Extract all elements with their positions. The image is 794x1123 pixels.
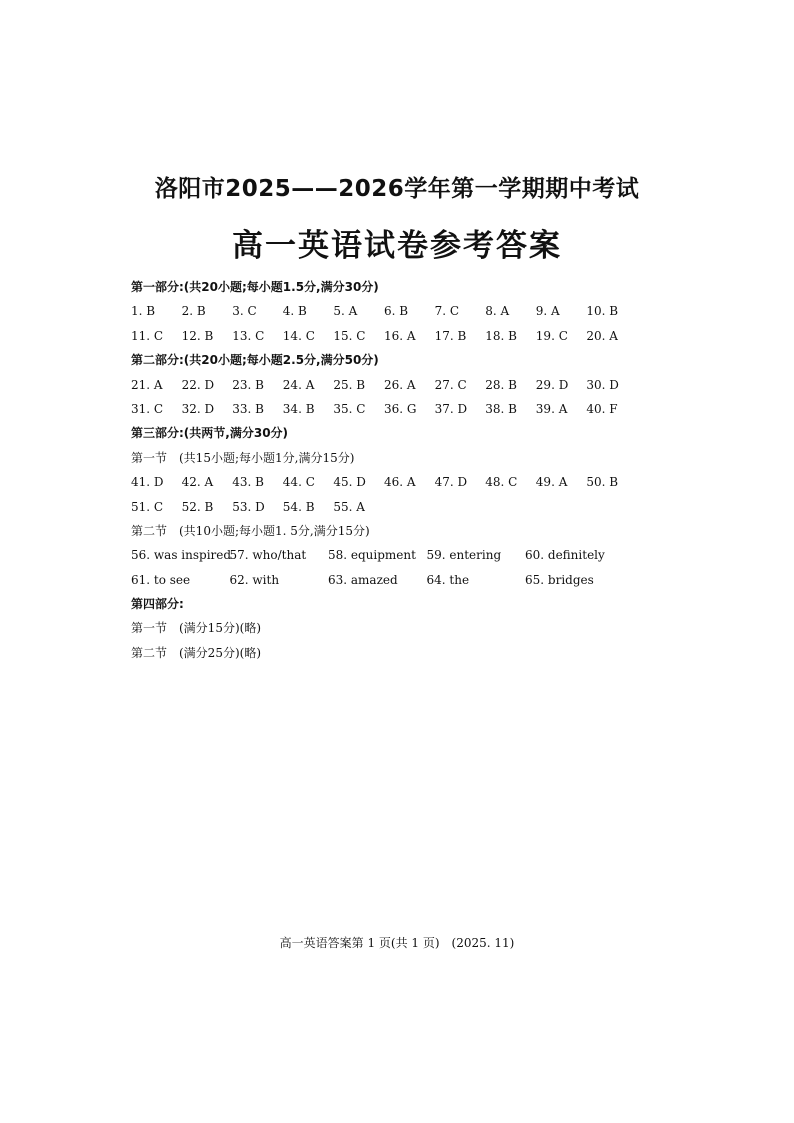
answer-item: 55. A [333,499,365,514]
answer-item: 32. D [181,401,215,416]
answer-item: 28. B [485,377,517,392]
part4-section2: 第二节 (满分25分)(略) [131,645,261,660]
answer-item: 7. C [434,304,460,319]
answer-item: 64. the [426,572,470,587]
part3-section2-heading: 第二节 (共10小题;每小题1. 5分,满分15分) [131,523,370,538]
answer-item: 45. D [333,475,366,490]
answer-item: 58. equipment [328,548,416,563]
answer-item: 25. B [333,377,366,392]
answer-item: 49. A [535,475,568,490]
answer-item: 21. A [131,377,163,392]
answer-item: 31. C [131,401,164,416]
answer-item: 61. to see [131,572,191,587]
answer-item: 14. C [282,328,315,343]
answer-item: 2. B [181,304,206,319]
answer-item: 60. definitely [525,548,605,563]
part3-row1 [131,470,631,494]
answer-item: 34. B [282,401,315,416]
part4-heading: 第四部分: [131,597,184,612]
part1-row2 [131,324,631,348]
answer-item: 33. B [232,401,264,416]
answer-item: 50. B [586,475,619,490]
answer-item: 43. B [232,475,264,490]
answer-item: 5. A [333,304,358,319]
answer-item: 3. C [232,304,257,319]
answer-item: 47. D [434,475,468,490]
answer-item: 51. C [131,499,164,514]
answer-item: 42. A [181,475,214,490]
answer-item: 46. A [384,475,416,490]
part3-row2 [131,495,631,519]
answer-item: 8. A [485,304,510,319]
answer-item: 26. A [384,377,416,392]
answer-item: 17. B [434,328,467,343]
answer-item: 10. B [586,304,619,319]
answer-item: 44. C [282,475,315,490]
part2-row2 [131,397,631,421]
page-footer: 高一英语答案第 1 页(共 1 页) (2025. 11) [279,936,515,950]
answer-item: 37. D [434,401,468,416]
answer-item: 13. C [232,328,265,343]
answer-item: 59. entering [426,548,502,563]
answer-item: 54. B [282,499,315,514]
answer-item: 12. B [181,328,214,343]
answer-item: 35. C [333,401,366,416]
answer-item: 20. A [586,328,618,343]
part3-row3 [131,543,631,567]
answer-item: 18. B [485,328,517,343]
answer-item: 39. A [535,401,568,416]
answer-item: 1. B [131,304,156,319]
part3-section1-heading: 第一节 (共15小题;每小题1分,满分15分) [131,450,355,465]
answer-item: 15. C [333,328,366,343]
answer-item: 57. who/that [229,548,307,563]
part3-row4 [131,568,631,592]
answer-item: 27. C [434,377,467,392]
answer-item: 41. D [131,475,164,490]
part1-heading: 第一部分:(共20小题;每小题1.5分,满分30分) [131,280,379,294]
answer-item: 56. was inspired [131,548,232,563]
answer-item: 38. B [485,401,517,416]
part2-row1 [131,373,631,397]
part3-heading: 第三部分:(共两节,满分30分) [131,426,289,441]
document-title: 洛阳市2025——2026学年第一学期期中考试 [154,176,640,202]
answer-item: 29. D [535,377,569,392]
answer-item: 36. G [384,401,417,416]
part4-section1: 第一节 (满分15分)(略) [131,621,261,636]
answer-item: 11. C [131,328,164,343]
answer-item: 52. B [181,499,214,514]
answer-item: 48. C [485,475,518,490]
answer-item: 65. bridges [525,572,594,587]
answer-item: 19. C [535,328,568,343]
answer-item: 24. A [282,377,315,392]
answer-item: 6. B [384,304,409,319]
answer-item: 22. D [181,377,215,392]
answer-item: 53. D [232,499,265,514]
answer-item: 40. F [586,401,618,416]
document-subtitle: 高一英语试卷参考答案 [232,228,562,264]
answer-item: 23. B [232,377,264,392]
part1-row1 [131,299,631,323]
answer-item: 4. B [282,304,307,319]
answer-item: 30. D [586,377,619,392]
answer-item: 62. with [229,572,280,587]
answer-item: 9. A [535,304,560,319]
part2-heading: 第二部分:(共20小题;每小题2.5分,满分50分) [131,353,379,368]
answer-item: 63. amazed [328,572,398,587]
answer-content [131,275,631,665]
answer-item: 16. A [384,328,416,343]
